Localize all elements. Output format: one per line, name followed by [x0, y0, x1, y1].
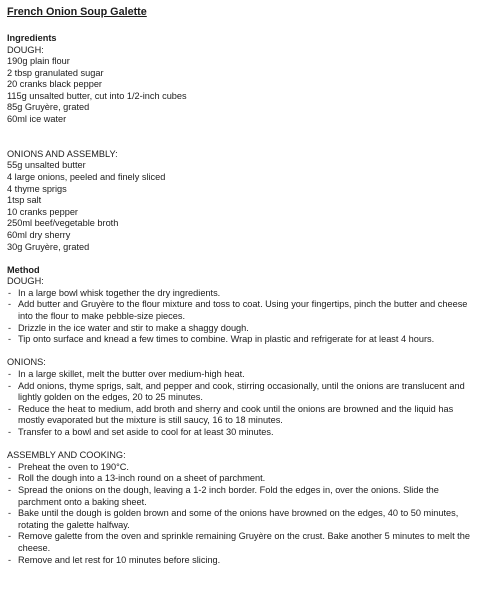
ingredient-item: 55g unsalted butter — [7, 160, 86, 171]
step-text: Spread the onions on the dough, leaving a 1-2 inch border. Fold the edges in, over the onions. Slide the parchment onto a baking sheet. — [18, 484, 439, 507]
bullet-dash: - — [8, 287, 12, 298]
ingredient-item: 60ml dry sherry — [7, 230, 71, 240]
spacer — [7, 137, 479, 149]
recipe-title: French Onion Soup Galette — [7, 6, 147, 18]
method-step — [7, 299, 479, 322]
spacer — [7, 126, 479, 138]
recipe-document[interactable] — [7, 6, 479, 566]
method-onions-steps — [7, 369, 479, 439]
method-step — [7, 288, 479, 300]
ingredients-dough-list — [7, 56, 479, 126]
step-text: Preheat the oven to 190°C. — [18, 461, 129, 472]
step-text: Add onions, thyme sprigs, salt, and pepper and cook, stirring occasionally, until the onions are translucent and lightly golden on the edges, 20 to 25 minutes. — [18, 380, 465, 403]
method-assembly-heading: ASSEMBLY AND COOKING: — [7, 450, 126, 461]
step-text: In a large skillet, melt the butter over medium-high heat. — [18, 369, 245, 380]
step-text: Tip onto surface and knead a few times to combine. Wrap in plastic and refrigerate for at least 4 hours. — [18, 334, 435, 345]
method-step — [7, 473, 479, 485]
ingredients-dough-heading: DOUGH: — [7, 44, 44, 55]
bullet-dash: - — [8, 369, 12, 380]
ingredient-item: 4 thyme sprigs — [7, 183, 67, 194]
bullet-dash: - — [8, 554, 12, 565]
method-step — [7, 404, 479, 427]
spacer — [7, 253, 479, 265]
ingredient-item: 1tsp salt — [7, 195, 42, 206]
step-text: Remove and let rest for 10 minutes before slicing. — [18, 554, 221, 565]
method-dough-heading: DOUGH: — [7, 276, 44, 287]
ingredient-item: 4 large onions, peeled and finely sliced — [7, 172, 166, 183]
bullet-dash: - — [8, 427, 12, 437]
method-onions-heading: ONIONS: — [7, 357, 46, 368]
bullet-dash: - — [8, 334, 12, 345]
bullet-dash: - — [8, 322, 12, 333]
ingredients-heading: Ingredients — [7, 33, 57, 43]
ingredient-item: 190g plain flour — [7, 56, 70, 67]
bullet-dash: - — [8, 508, 12, 519]
bullet-dash: - — [8, 531, 12, 542]
ingredient-item: 30g Gruyère, grated — [7, 241, 90, 252]
spacer — [7, 346, 479, 358]
step-text: In a large bowl whisk together the dry ingredients. — [18, 287, 221, 298]
step-text: Reduce the heat to medium, add broth and sherry and cook until the onions are browned and the liquid has mostly evaporated but the mixture is still saucy, 16 to 18 minutes. — [18, 403, 454, 426]
method-step — [7, 427, 479, 439]
step-text: Drizzle in the ice water and stir to make a shaggy dough. — [18, 322, 249, 333]
step-text: Add butter and Gruyère to the flour mixture and toss to coat. Using your fingertips, pinch the butter and cheese into the flour to make pebble-size pieces. — [18, 299, 468, 322]
method-dough-steps — [7, 288, 479, 346]
method-step — [7, 334, 479, 346]
method-step — [7, 555, 479, 567]
ingredient-item: 2 tbsp granulated sugar — [7, 67, 104, 78]
step-text: Transfer to a bowl and set aside to cool for at least 30 minutes. — [18, 427, 274, 437]
bullet-dash: - — [8, 461, 12, 472]
bullet-dash: - — [8, 299, 12, 310]
step-text: Remove galette from the oven and sprinkle remaining Gruyère on the crust. Bake another 5 minutes to melt the cheese. — [18, 531, 470, 553]
method-heading: Method — [7, 264, 40, 275]
method-step — [7, 381, 479, 404]
bullet-dash: - — [8, 473, 12, 484]
bullet-dash: - — [8, 403, 12, 414]
ingredients-onions-list — [7, 160, 479, 253]
ingredient-item: 10 cranks pepper — [7, 206, 78, 217]
ingredient-item: 60ml ice water — [7, 114, 67, 125]
method-step — [7, 508, 479, 531]
ingredient-item: 115g unsalted butter, cut into 1/2-inch cubes — [7, 90, 187, 101]
ingredient-item: 20 cranks black pepper — [7, 79, 102, 90]
bullet-dash: - — [8, 484, 12, 495]
ingredients-onions-heading: ONIONS AND ASSEMBLY: — [7, 148, 118, 159]
method-step — [7, 323, 479, 335]
bullet-dash: - — [8, 380, 12, 391]
step-text: Bake until the dough is golden brown and some of the onions have browned on the edges, 40 to 50 minutes, rotating the galette halfway. — [18, 508, 459, 530]
method-step — [7, 369, 479, 381]
method-step — [7, 462, 479, 474]
method-step — [7, 531, 479, 554]
method-assembly-steps — [7, 462, 479, 566]
spacer — [7, 439, 479, 451]
step-text: Roll the dough into a 13-inch round on a sheet of parchment. — [18, 473, 266, 484]
ingredient-item: 85g Gruyère, grated — [7, 102, 90, 113]
method-step — [7, 485, 479, 508]
ingredient-item: 250ml beef/vegetable broth — [7, 218, 119, 229]
